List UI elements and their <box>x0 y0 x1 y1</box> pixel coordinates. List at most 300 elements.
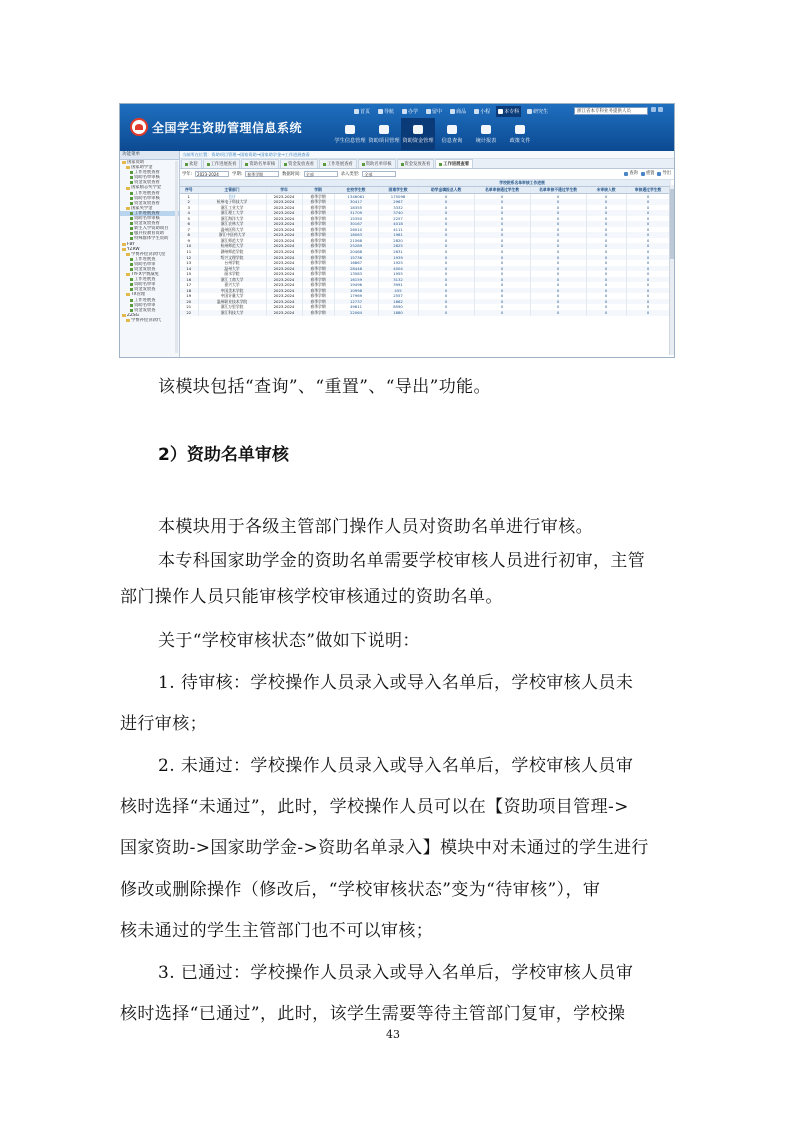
table-cell: 0 <box>474 243 530 249</box>
column-header-6[interactable]: 助学金填报总人数 <box>418 187 474 194</box>
table-cell: 0 <box>474 205 530 211</box>
table-cell: 12 <box>180 255 198 261</box>
tab-3[interactable] <box>280 159 318 168</box>
table-body <box>180 193 670 316</box>
folder-icon <box>122 161 126 164</box>
table-cell: 0 <box>474 210 530 216</box>
column-header-2[interactable]: 学年 <box>266 187 302 194</box>
module-4[interactable] <box>469 118 503 150</box>
table-cell: 2023-2024 <box>266 271 302 277</box>
table-cell: 0 <box>586 216 626 222</box>
table-cell: 嘉兴大学 <box>198 282 266 288</box>
table-cell: 31709 <box>334 210 378 216</box>
table-cell: 2023-2024 <box>266 299 302 305</box>
table-cell: 0 <box>626 277 670 283</box>
table-cell: 2023-2024 <box>266 232 302 238</box>
table-cell: 0 <box>474 249 530 255</box>
module-icon <box>515 125 525 134</box>
table-cell: 8 <box>180 232 198 238</box>
top-link-label: 导航 <box>384 109 395 115</box>
table-cell[interactable]: 合计 <box>198 193 266 199</box>
table-cell: 2557 <box>378 293 418 299</box>
table-cell: 春季学期 <box>302 299 334 305</box>
table-cell: 0 <box>418 260 474 266</box>
table-cell: 17 <box>180 282 198 288</box>
tab-label: 资金发放查看 <box>288 161 314 167</box>
table-cell: 春季学期 <box>302 288 334 294</box>
table-cell: 0 <box>626 210 670 216</box>
table-cell: 0 <box>586 288 626 294</box>
column-header-5[interactable]: 困难学生数 <box>378 187 418 194</box>
item-1-line-1: 1. 待审核：学校操作人员录入或导入名单后，学校审核人员未 <box>158 673 634 693</box>
item-2-line-5: 核未通过的学生主管部门也不可以审核； <box>120 921 434 941</box>
table-cell: 17969 <box>334 293 378 299</box>
table-cell: 0 <box>586 243 626 249</box>
table-cell: 0 <box>418 282 474 288</box>
table-cell: 0 <box>418 221 474 227</box>
table-cell: 0 <box>586 221 626 227</box>
action-icon <box>624 172 628 176</box>
column-header-10[interactable]: 审核通过学生数 <box>626 187 670 194</box>
term-label: 学期: <box>232 172 243 177</box>
table-cell: 0 <box>530 260 586 266</box>
table-cell: 0 <box>626 193 670 199</box>
module-icon <box>413 125 423 134</box>
table-cell: 4 <box>180 210 198 216</box>
table-cell: 丽水学院 <box>198 271 266 277</box>
sidebar-item-31[interactable] <box>120 318 179 323</box>
minimize-icon[interactable] <box>651 107 656 112</box>
tab-5[interactable] <box>358 159 396 168</box>
module-3[interactable] <box>435 118 469 150</box>
module-nav <box>333 118 537 150</box>
leaf-icon <box>130 263 133 266</box>
table-cell: 浙江理工大学 <box>198 210 266 216</box>
table-cell: 3332 <box>378 205 418 211</box>
table-cell: 1981 <box>378 232 418 238</box>
table-cell: 2023-2024 <box>266 216 302 222</box>
module-0[interactable] <box>333 118 367 150</box>
table-cell: 春季学期 <box>302 304 334 310</box>
module-icon <box>345 125 355 134</box>
table-cell: 0 <box>586 255 626 261</box>
close-icon[interactable] <box>658 107 663 112</box>
table-cell: 5 <box>180 216 198 222</box>
folder-icon <box>126 166 130 169</box>
table-cell: 9 <box>180 238 198 244</box>
table-cell: 0 <box>474 238 530 244</box>
sidebar-item-label: 新生入学资助项目 <box>134 226 169 232</box>
action-icon <box>641 172 645 176</box>
year-select[interactable]: 2023-2024 <box>195 171 229 177</box>
sidebar-title: 功能菜单 <box>120 151 179 160</box>
tab-icon <box>185 163 188 166</box>
table-cell: 春季学期 <box>302 193 334 199</box>
table-cell: 2023-2024 <box>266 277 302 283</box>
column-header-7[interactable]: 名单审核通过学生数 <box>474 187 530 194</box>
table-cell: 0 <box>626 260 670 266</box>
table-cell: 0 <box>418 310 474 316</box>
top-link-label: 小程 <box>480 109 491 115</box>
tab-label: 资金发放查看 <box>404 161 431 167</box>
paragraph-2-line-2: 部门操作人员只能审核学校审核通过的资助名单。 <box>120 587 503 607</box>
action-2[interactable] <box>657 170 671 177</box>
term-select[interactable]: 春季学期 <box>245 171 279 177</box>
window-controls <box>651 107 663 112</box>
page-number: 43 <box>386 1028 400 1041</box>
leaf-icon <box>130 288 133 291</box>
top-link-0[interactable] <box>352 106 372 117</box>
action-0[interactable] <box>624 170 638 177</box>
sidebar-item-label: 服兵役教育资助 <box>134 231 165 237</box>
table-cell: 春季学期 <box>302 293 334 299</box>
table-cell: 0 <box>586 238 626 244</box>
table-cell: 0 <box>418 210 474 216</box>
table-cell: 浙江师范大学 <box>198 238 266 244</box>
table-cell: 21 <box>180 304 198 310</box>
leaf-icon <box>130 232 133 235</box>
table-cell: 0 <box>586 266 626 272</box>
top-link-label: 本专科 <box>504 109 520 115</box>
tab-bar <box>180 159 674 169</box>
table-cell: 15 <box>180 271 198 277</box>
leaf-icon <box>130 258 133 261</box>
table-cell: 温州职业技术学院 <box>198 299 266 305</box>
tab-label: 工作进展查看 <box>443 161 470 167</box>
table-row <box>180 310 670 316</box>
top-link-icon <box>527 109 532 114</box>
table-cell: 0 <box>586 193 626 199</box>
table-cell: 春季学期 <box>302 249 334 255</box>
table-cell: 0 <box>474 266 530 272</box>
table-cell: 2825 <box>378 243 418 249</box>
top-link-3[interactable] <box>424 106 444 117</box>
top-link-icon <box>498 109 503 114</box>
table-cell: 0 <box>626 288 670 294</box>
table-cell: 0 <box>418 216 474 222</box>
tab-7[interactable] <box>435 159 473 168</box>
folder-icon <box>122 248 126 251</box>
table-cell: 0 <box>418 193 474 199</box>
breadcrumb: 当前所在位置：资助项目管理→国家资助→国家助学金→工作进展查看 <box>180 151 674 159</box>
table-cell: 0 <box>418 227 474 233</box>
table-cell: 2967 <box>378 199 418 205</box>
table-cell: 26010 <box>334 227 378 233</box>
module-5[interactable] <box>503 118 537 150</box>
table-cell: 杭州师范大学 <box>198 243 266 249</box>
leaf-icon <box>130 217 133 220</box>
table-cell: 温州医科大学 <box>198 227 266 233</box>
column-header-3[interactable]: 学期 <box>302 187 334 194</box>
sidebar-item-label: 资助名单审核 <box>134 216 160 222</box>
table-cell: 0 <box>530 227 586 233</box>
module-2[interactable] <box>401 118 435 150</box>
table-cell: 浙江中医药大学 <box>198 232 266 238</box>
sidebar-item-label: 特殊群体学生资助 <box>134 236 169 242</box>
tab-4[interactable] <box>319 159 357 168</box>
table-cell: 4018 <box>378 221 418 227</box>
tab-icon <box>323 163 326 166</box>
type-select[interactable]: 全部 <box>362 171 396 177</box>
batch-label: 数据时间: <box>282 172 301 177</box>
module-label: 资助资金管理 <box>402 137 434 144</box>
sidebar-item-label: ZZSG <box>127 312 139 318</box>
table-cell: 春季学期 <box>302 216 334 222</box>
table-cell: 0 <box>626 216 670 222</box>
table-cell: 0 <box>418 293 474 299</box>
module-label: 信息查询 <box>441 137 463 144</box>
leaf-icon <box>130 304 133 307</box>
table-cell: 30417 <box>334 199 378 205</box>
folder-icon <box>122 243 126 246</box>
filter-bar <box>180 169 674 180</box>
top-link-2[interactable] <box>400 106 420 117</box>
table-cell: 0 <box>418 243 474 249</box>
table-cell: 浙江农林大学 <box>198 221 266 227</box>
leaf-icon <box>130 181 133 184</box>
table-cell: 18 <box>180 288 198 294</box>
tab-label: 欢迎 <box>189 161 198 167</box>
section-heading: 2）资助名单审核 <box>158 445 289 465</box>
table-cell: 0 <box>530 238 586 244</box>
table-cell: 0 <box>474 232 530 238</box>
table-cell: 春季学期 <box>302 210 334 216</box>
app-header <box>120 104 674 151</box>
table-cell: 2023-2024 <box>266 227 302 233</box>
table-cell: 0 <box>474 304 530 310</box>
sidebar-item-label: 国家助学金 <box>131 165 153 171</box>
table-cell: 11 <box>180 249 198 255</box>
table-cell: 2257 <box>378 216 418 222</box>
table-cell: 0 <box>474 199 530 205</box>
table-cell: 455 <box>378 288 418 294</box>
action-label: 导出 <box>662 171 671 176</box>
table-cell: 0 <box>586 232 626 238</box>
table-cell: 19 <box>180 293 198 299</box>
sidebar-item-label: 学费补偿贷款代偿 <box>131 251 166 257</box>
item-2-line-1: 2. 未通过：学校操作人员录入或导入名单后，学校审核人员审 <box>158 756 634 776</box>
app-logo-icon <box>130 118 148 136</box>
table-cell: 0 <box>474 271 530 277</box>
table-cell: 0 <box>586 249 626 255</box>
table-cell: 春季学期 <box>302 282 334 288</box>
table-cell: 2023-2024 <box>266 193 302 199</box>
table-cell: 2023-2024 <box>266 266 302 272</box>
table-cell: 0 <box>418 266 474 272</box>
column-header-8[interactable]: 名单审核不通过学生数 <box>530 187 586 194</box>
table-cell: 浙江万里学院 <box>198 304 266 310</box>
column-header-0[interactable]: 序号 <box>180 187 198 194</box>
system-screenshot <box>119 103 675 358</box>
top-link-7[interactable] <box>525 106 550 117</box>
sidebar-item-label: 资金发放查看 <box>134 221 160 227</box>
table-cell: 0 <box>474 260 530 266</box>
top-link-5[interactable] <box>472 106 492 117</box>
tab-icon <box>362 163 365 166</box>
table-cell: 0 <box>626 221 670 227</box>
table-cell: 0 <box>418 288 474 294</box>
item-1-line-2: 进行审核； <box>120 714 207 734</box>
leaf-icon <box>130 278 133 281</box>
sidebar-item-label: 国家资助 <box>127 160 145 165</box>
sidebar-tree <box>120 160 179 323</box>
sidebar-item-label: TYFX学费减免 <box>131 272 159 278</box>
table-cell: 0 <box>626 299 670 305</box>
leaf-icon <box>130 222 133 225</box>
table-cell: 春季学期 <box>302 232 334 238</box>
top-link-1[interactable] <box>376 106 396 117</box>
action-label: 查询 <box>629 171 638 176</box>
table-cell: 0 <box>586 260 626 266</box>
table-cell: 0 <box>530 199 586 205</box>
module-icon <box>447 125 457 134</box>
action-icon <box>657 172 661 176</box>
table-cell: 0 <box>626 293 670 299</box>
module-1[interactable] <box>367 118 401 150</box>
table-cell: 2023-2024 <box>266 288 302 294</box>
table-scrollbar[interactable] <box>669 185 674 355</box>
sidebar-item-label: 学费补偿贷款代 <box>131 317 162 323</box>
table-cell: 0 <box>586 210 626 216</box>
table-cell: 0 <box>626 271 670 277</box>
top-link-icon <box>450 109 455 114</box>
tab-icon <box>401 163 404 166</box>
action-buttons <box>624 170 671 177</box>
folder-icon <box>126 253 130 256</box>
table-cell: 2 <box>180 199 198 205</box>
table-cell: 22064 <box>334 310 378 316</box>
top-link-label: 留中 <box>432 109 443 115</box>
table-cell: 0 <box>474 221 530 227</box>
table-cell: 2023-2024 <box>266 293 302 299</box>
leaf-icon <box>130 192 133 195</box>
table-cell: 0 <box>530 210 586 216</box>
table-cell: 0 <box>586 271 626 277</box>
module-label: 学生信息管理 <box>334 137 366 144</box>
table-cell: 温州大学 <box>198 266 266 272</box>
main-panel <box>180 151 674 357</box>
table-cell: 春季学期 <box>302 260 334 266</box>
table-cell: 3132 <box>378 277 418 283</box>
module-label: 资助项目管理 <box>368 137 400 144</box>
sidebar-item-label: 国家励志奖学金 <box>131 185 162 191</box>
table-cell: 4111 <box>378 227 418 233</box>
table-cell: 20468 <box>334 249 378 255</box>
school-selector[interactable]: 浙江省本专科业务提供人员 <box>574 107 648 115</box>
table-cell: 0 <box>626 255 670 261</box>
table-cell: 13583 <box>334 271 378 277</box>
table-cell: 0 <box>626 232 670 238</box>
table-cell: 16 <box>180 277 198 283</box>
top-link-6[interactable] <box>496 106 521 117</box>
column-header-4[interactable]: 在校学生数 <box>334 187 378 194</box>
batch-select[interactable]: 全部 <box>304 171 338 177</box>
table-header <box>180 180 670 193</box>
top-link-4[interactable] <box>448 106 468 117</box>
table-cell: 0 <box>626 266 670 272</box>
module-icon <box>379 125 389 134</box>
table-cell: 2631 <box>378 249 418 255</box>
table-cell: 0 <box>418 277 474 283</box>
table-cell: 0 <box>418 238 474 244</box>
column-header-1[interactable]: 主管部门 <box>198 187 266 194</box>
table-cell: 0 <box>418 271 474 277</box>
sidebar-item-label: 资金发放查看 <box>134 180 160 186</box>
sidebar-item-label: 资金发放查看 <box>134 200 160 206</box>
table-cell: 10998 <box>334 288 378 294</box>
tab-2[interactable] <box>241 159 279 168</box>
table-cell: 21568 <box>334 238 378 244</box>
table-cell: 2023-2024 <box>266 205 302 211</box>
sidebar-item-label: 资金发放查 <box>134 307 156 313</box>
app-title: 全国学生资助管理信息系统 <box>152 121 303 135</box>
table-cell: 0 <box>530 288 586 294</box>
leaf-icon <box>130 227 133 230</box>
column-header-9[interactable]: 未审核人数 <box>586 187 626 194</box>
action-1[interactable] <box>641 170 655 177</box>
table-cell: 175098 <box>378 193 418 199</box>
table-cell: 18063 <box>334 232 378 238</box>
leaf-icon <box>130 268 133 271</box>
table-cell: 春季学期 <box>302 271 334 277</box>
tab-1[interactable] <box>203 159 241 168</box>
table-cell: 0 <box>586 277 626 283</box>
tab-icon <box>207 163 210 166</box>
table-cell: 湖州师范学院 <box>198 249 266 255</box>
sidebar-item-label: 资金发放查 <box>134 266 156 272</box>
table-cell: 0 <box>530 249 586 255</box>
table-cell: 2023-2024 <box>266 304 302 310</box>
tab-0[interactable] <box>181 159 202 168</box>
sidebar-scrollbar[interactable] <box>175 161 178 353</box>
sidebar-item-label: 工作进展查 <box>134 277 156 283</box>
sidebar-item-label: FBY <box>127 241 135 247</box>
table-cell: 0 <box>418 205 474 211</box>
table-cell: 0 <box>530 282 586 288</box>
table-cell: 0 <box>530 205 586 211</box>
table-cell: 0 <box>474 293 530 299</box>
table-cell: 2023-2024 <box>266 310 302 316</box>
paragraph-3: 关于“学校审核状态”做如下说明： <box>158 631 420 651</box>
table-cell: 0 <box>626 205 670 211</box>
table-cell: 3740 <box>378 210 418 216</box>
top-link-icon <box>426 109 431 114</box>
progress-table <box>180 180 671 316</box>
table-cell: 2023-2024 <box>266 282 302 288</box>
table-cell: 0 <box>626 243 670 249</box>
sidebar-item-label: 工作进展查 <box>134 256 156 262</box>
table-cell: 0 <box>586 199 626 205</box>
top-link-icon <box>474 109 479 114</box>
table-cell: 杭州电子科技大学 <box>198 199 266 205</box>
leaf-icon <box>130 309 133 312</box>
table-cell: 0 <box>626 310 670 316</box>
table-cell: 0 <box>626 249 670 255</box>
table-cell: 30167 <box>334 221 378 227</box>
sidebar-item-label: 工作进展查看 <box>134 170 160 176</box>
tab-icon <box>245 163 248 166</box>
table-cell: 中国计量大学 <box>198 293 266 299</box>
table-cell: 0 <box>530 232 586 238</box>
table-cell: 0 <box>418 255 474 261</box>
table-cell: 春季学期 <box>302 227 334 233</box>
folder-icon <box>126 319 130 322</box>
table-cell: 0 <box>474 282 530 288</box>
scroll-thumb[interactable] <box>670 189 674 259</box>
item-3-line-2: 核时选择“已通过”，此时，该学生需要等待主管部门复审，学校操 <box>120 1004 626 1024</box>
tab-6[interactable] <box>397 159 435 168</box>
leaf-icon <box>130 171 133 174</box>
